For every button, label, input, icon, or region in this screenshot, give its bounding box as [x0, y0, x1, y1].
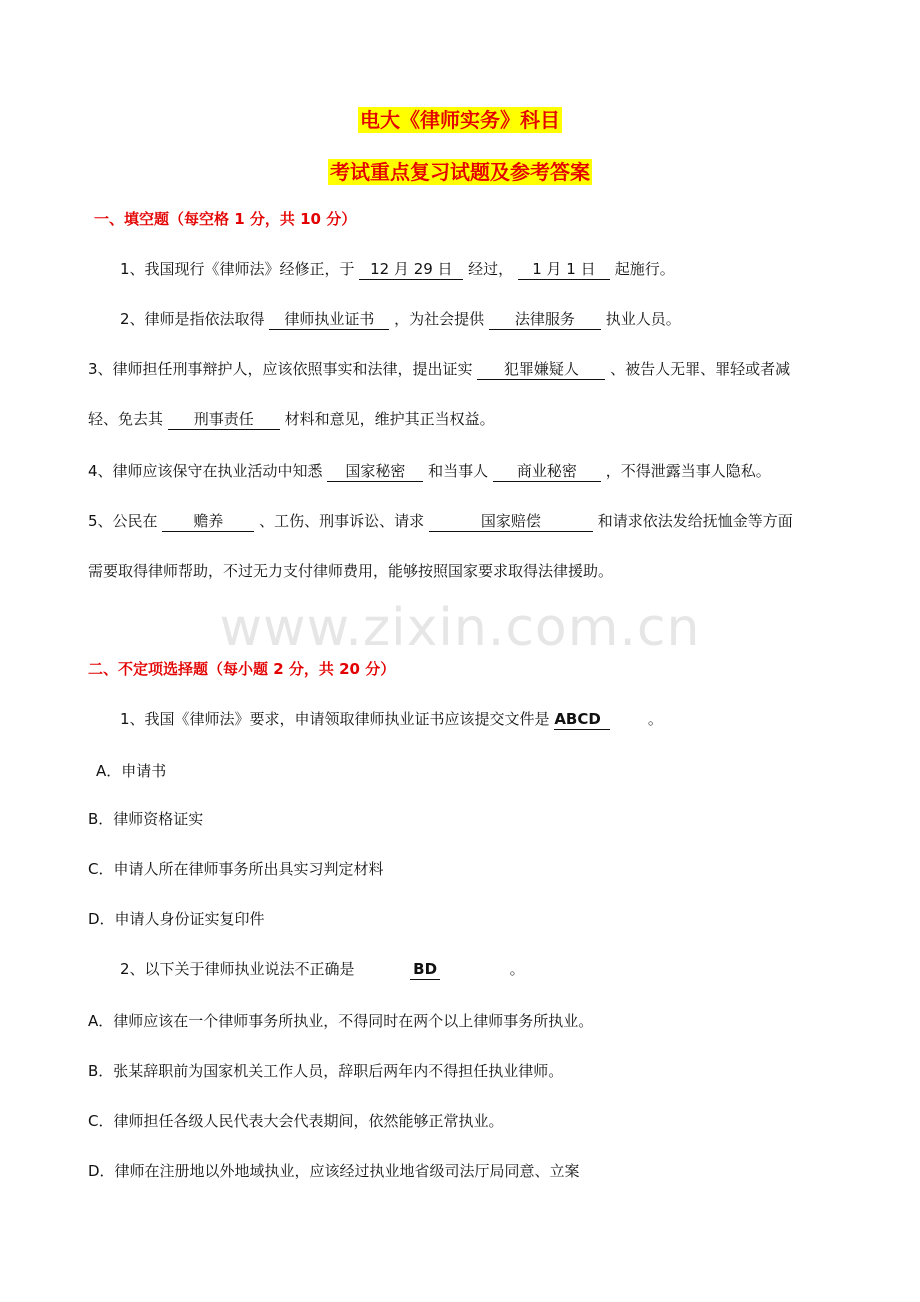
fill-question-3: 3、律师担任刑事辩护人，应该依照事实和法律，提出证实 犯罪嫌疑人 、被告人无罪、罪轻或者减: [88, 360, 791, 378]
fill-question-4: 4、律师应该保守在执业活动中知悉 国家秘密 和当事人 商业秘密 ，不得泄露当事人隐私。: [88, 462, 771, 480]
answer-blank: 犯罪嫌疑人: [477, 359, 605, 380]
watermark: www.zixin.com.cn: [219, 598, 701, 658]
choice-question-1: 1、我国《律师法》要求，申请领取律师执业证书应该提交文件是 ABCD 。: [120, 710, 663, 728]
fill-question-2: 2、律师是指依法取得 律师执业证书 ，为社会提供 法律服务 执业人员。: [120, 310, 681, 328]
option-b: B．律师资格证实: [88, 810, 204, 828]
answer-blank: 赡养: [162, 511, 254, 532]
answer-blank: ABCD: [554, 709, 610, 730]
option-a: A．申请书: [96, 762, 167, 780]
fill-question-5: 5、公民在 赡养 、工伤、刑事诉讼、请求 国家赔偿 和请求依法发给抚恤金等方面: [88, 512, 793, 530]
fill-question-3-cont: 轻、免去其 刑事责任 材料和意见，维护其正当权益。: [88, 410, 495, 428]
answer-blank: 1 月 1 日: [518, 259, 610, 280]
section2-heading: 二、不定项选择题（每小题 2 分，共 20 分）: [88, 660, 396, 678]
answer-blank: BD: [410, 959, 440, 980]
option-d: D．申请人身份证实复印件: [88, 910, 265, 928]
answer-blank: 国家秘密: [327, 461, 423, 482]
answer-blank: 商业秘密: [493, 461, 601, 482]
fill-question-5-cont: 需要取得律师帮助，不过无力支付律师费用，能够按照国家要求取得法律援助。: [88, 562, 614, 580]
doc-title-line1: 电大《律师实务》科目: [360, 108, 560, 132]
answer-blank: 法律服务: [489, 309, 601, 330]
answer-blank: 律师执业证书: [269, 309, 389, 330]
option-b: B．张某辞职前为国家机关工作人员，辞职后两年内不得担任执业律师。: [88, 1062, 564, 1080]
answer-blank: 12 月 29 日: [359, 259, 463, 280]
answer-blank: 刑事责任: [168, 409, 280, 430]
answer-blank: 国家赔偿: [429, 511, 593, 532]
section1-heading: 一、填空题（每空格 1 分，共 10 分）: [94, 210, 357, 228]
option-c: C．律师担任各级人民代表大会代表期间，依然能够正常执业。: [88, 1112, 504, 1130]
fill-question-1: 1、我国现行《律师法》经修正，于 12 月 29 日 经过， 1 月 1 日 起施行。: [120, 260, 675, 278]
option-c: C．申请人所在律师事务所出具实习判定材料: [88, 860, 384, 878]
option-a: A．律师应该在一个律师事务所执业，不得同时在两个以上律师事务所执业。: [88, 1012, 594, 1030]
doc-title-line2: 考试重点复习试题及参考答案: [330, 160, 590, 184]
choice-question-2: 2、以下关于律师执业说法不正确是 BD 。: [120, 960, 525, 978]
option-d: D．律师在注册地以外地域执业，应该经过执业地省级司法厅局同意、立案: [88, 1162, 580, 1180]
